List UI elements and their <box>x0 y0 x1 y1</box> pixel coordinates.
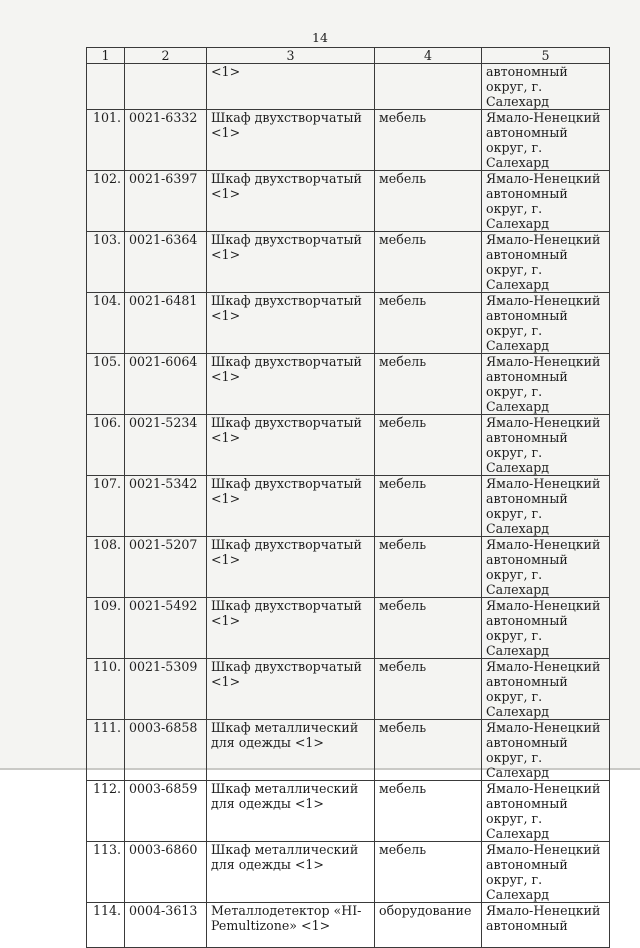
row-number-cell: 109. <box>87 598 125 659</box>
inventory-code-cell: 0021-5309 <box>125 659 207 720</box>
location-cell: Ямало-Ненецкий автономный округ, г. Салехард <box>482 476 610 537</box>
column-header: 4 <box>375 48 482 64</box>
location-cell: Ямало-Ненецкий автономный округ, г. Салехард <box>482 842 610 903</box>
row-number-cell: 104. <box>87 293 125 354</box>
inventory-code-cell: 0021-6332 <box>125 110 207 171</box>
table-row <box>87 842 610 903</box>
location-cell: Ямало-Ненецкий автономный округ, г. Салехард <box>482 720 610 781</box>
table-row <box>87 64 610 110</box>
row-number-cell: 102. <box>87 171 125 232</box>
item-name-cell: <1> <box>207 64 375 110</box>
item-name-cell: Шкаф двухстворчатый <1> <box>207 171 375 232</box>
category-cell: мебель <box>375 171 482 232</box>
location-cell: Ямало-Ненецкий автономный округ, г. Салехард <box>482 171 610 232</box>
inventory-code-cell: 0021-6364 <box>125 232 207 293</box>
table-row <box>87 354 610 415</box>
category-cell: мебель <box>375 232 482 293</box>
row-number-cell: 111. <box>87 720 125 781</box>
item-name-cell: Шкаф двухстворчатый <1> <box>207 537 375 598</box>
property-registry-table <box>86 47 610 948</box>
category-cell: мебель <box>375 476 482 537</box>
location-cell: Ямало-Ненецкий автономный округ, г. Салехард <box>482 354 610 415</box>
column-header: 1 <box>87 48 125 64</box>
table-row <box>87 232 610 293</box>
inventory-code-cell: 0021-5342 <box>125 476 207 537</box>
item-name-cell: Шкаф двухстворчатый <1> <box>207 293 375 354</box>
category-cell: мебель <box>375 842 482 903</box>
category-cell: мебель <box>375 537 482 598</box>
category-cell: мебель <box>375 598 482 659</box>
row-number-cell: 107. <box>87 476 125 537</box>
row-number-cell: 113. <box>87 842 125 903</box>
location-cell: Ямало-Ненецкий автономный округ, г. Салехард <box>482 598 610 659</box>
location-cell: Ямало-Ненецкий автономный округ, г. Салехард <box>482 110 610 171</box>
inventory-code-cell: 0021-5207 <box>125 537 207 598</box>
location-cell: Ямало-Ненецкий автономный <box>482 903 610 948</box>
table-row <box>87 476 610 537</box>
table-row <box>87 537 610 598</box>
item-name-cell: Шкаф двухстворчатый <1> <box>207 598 375 659</box>
table-row <box>87 781 610 842</box>
row-number-cell: 101. <box>87 110 125 171</box>
table-body <box>87 64 610 948</box>
table-row <box>87 293 610 354</box>
inventory-code-cell: 0021-5234 <box>125 415 207 476</box>
inventory-code-cell: 0003-6860 <box>125 842 207 903</box>
row-number-cell: 108. <box>87 537 125 598</box>
item-name-cell: Шкаф двухстворчатый <1> <box>207 354 375 415</box>
column-header: 5 <box>482 48 610 64</box>
category-cell <box>375 64 482 110</box>
category-cell: мебель <box>375 293 482 354</box>
table-row <box>87 171 610 232</box>
row-number-cell: 105. <box>87 354 125 415</box>
location-cell: автономный округ, г. Салехард <box>482 64 610 110</box>
category-cell: мебель <box>375 354 482 415</box>
row-number-cell <box>87 64 125 110</box>
column-header: 2 <box>125 48 207 64</box>
column-header: 3 <box>207 48 375 64</box>
page-number: 14 <box>312 30 328 45</box>
table-row <box>87 903 610 948</box>
row-number-cell: 114. <box>87 903 125 948</box>
table-row <box>87 110 610 171</box>
row-number-cell: 103. <box>87 232 125 293</box>
category-cell: оборудование <box>375 903 482 948</box>
item-name-cell: Шкаф металлический для одежды <1> <box>207 720 375 781</box>
row-number-cell: 110. <box>87 659 125 720</box>
row-number-cell: 112. <box>87 781 125 842</box>
table-row <box>87 598 610 659</box>
location-cell: Ямало-Ненецкий автономный округ, г. Салехард <box>482 293 610 354</box>
item-name-cell: Шкаф двухстворчатый <1> <box>207 110 375 171</box>
item-name-cell: Шкаф металлический для одежды <1> <box>207 842 375 903</box>
table-row <box>87 659 610 720</box>
item-name-cell: Металлодетектор «HI- Pemultizone» <1> <box>207 903 375 948</box>
inventory-code-cell: 0021-6064 <box>125 354 207 415</box>
category-cell: мебель <box>375 110 482 171</box>
table-row <box>87 720 610 781</box>
item-name-cell: Шкаф двухстворчатый <1> <box>207 415 375 476</box>
inventory-code-cell: 0003-6858 <box>125 720 207 781</box>
location-cell: Ямало-Ненецкий автономный округ, г. Салехард <box>482 415 610 476</box>
inventory-code-cell: 0021-5492 <box>125 598 207 659</box>
location-cell: Ямало-Ненецкий автономный округ, г. Салехард <box>482 232 610 293</box>
location-cell: Ямало-Ненецкий автономный округ, г. Салехард <box>482 659 610 720</box>
category-cell: мебель <box>375 659 482 720</box>
category-cell: мебель <box>375 415 482 476</box>
item-name-cell: Шкаф металлический для одежды <1> <box>207 781 375 842</box>
inventory-code-cell: 0021-6397 <box>125 171 207 232</box>
category-cell: мебель <box>375 781 482 842</box>
table-row <box>87 415 610 476</box>
row-number-cell: 106. <box>87 415 125 476</box>
location-cell: Ямало-Ненецкий автономный округ, г. Салехард <box>482 537 610 598</box>
category-cell: мебель <box>375 720 482 781</box>
inventory-code-cell: 0021-6481 <box>125 293 207 354</box>
table-header-row <box>87 48 610 64</box>
item-name-cell: Шкаф двухстворчатый <1> <box>207 659 375 720</box>
item-name-cell: Шкаф двухстворчатый <1> <box>207 476 375 537</box>
item-name-cell: Шкаф двухстворчатый <1> <box>207 232 375 293</box>
inventory-code-cell <box>125 64 207 110</box>
location-cell: Ямало-Ненецкий автономный округ, г. Салехард <box>482 781 610 842</box>
inventory-code-cell: 0003-6859 <box>125 781 207 842</box>
inventory-code-cell: 0004-3613 <box>125 903 207 948</box>
